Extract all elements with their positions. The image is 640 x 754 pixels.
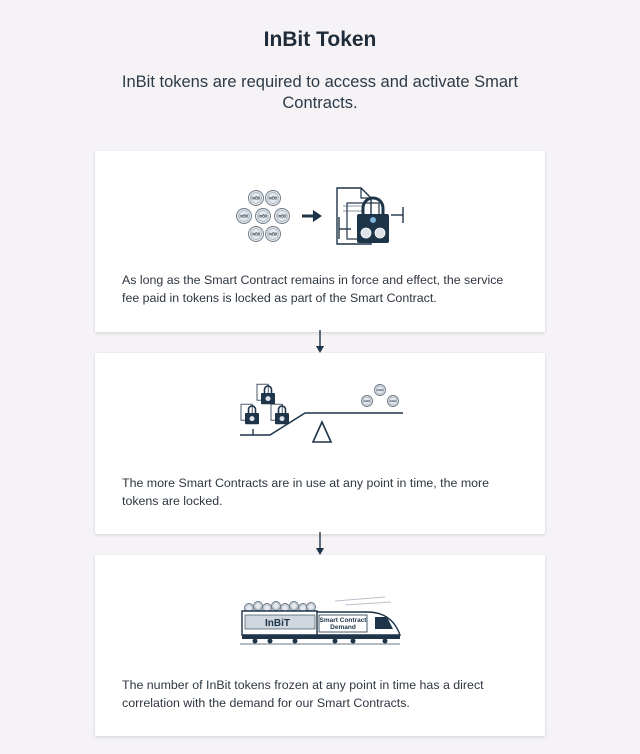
svg-text:InBit: InBit	[277, 213, 287, 219]
svg-text:InBit: InBit	[268, 195, 278, 201]
svg-text:InBit: InBit	[258, 213, 268, 219]
locked-contracts-stack-icon	[241, 384, 289, 424]
connector-arrow-icon	[312, 330, 328, 354]
info-card-locked-fee	[95, 151, 545, 332]
card-description: As long as the Smart Contract remains in force and effect, the service fee paid in tokens is locked as part of the Smart Contract.	[122, 273, 504, 305]
arrow-right-icon	[302, 210, 322, 222]
token-icon	[256, 209, 271, 224]
info-card-demand-correlation	[95, 555, 545, 736]
token-icon	[275, 209, 290, 224]
locked-contract-icon	[337, 188, 403, 244]
svg-text:InBit: InBit	[268, 231, 278, 237]
page-title: InBit Token	[263, 28, 377, 51]
train-label-line2: Demand	[330, 624, 356, 631]
seesaw-balance-icon	[240, 413, 403, 442]
svg-text:InBit: InBit	[251, 231, 261, 237]
token-cluster-icon	[237, 191, 290, 242]
token-icon	[254, 602, 263, 611]
train-icon	[240, 597, 400, 644]
page-subtitle: InBit tokens are required to access and activate Smart Contracts.	[121, 73, 519, 112]
token-icon	[362, 396, 373, 407]
token-icon	[290, 602, 299, 611]
train-label-line1: Smart Contract	[319, 617, 367, 624]
svg-text:InBit: InBit	[389, 399, 397, 404]
token-icon	[237, 209, 252, 224]
card-description: The more Smart Contracts are in use at any point in time, the more tokens are locked.	[122, 476, 490, 508]
token-icon	[266, 227, 281, 242]
token-icon	[375, 385, 386, 396]
mini-lock-icon	[271, 404, 289, 424]
connector-arrow-icon	[312, 532, 328, 556]
token-icon	[272, 602, 281, 611]
svg-text:InBit: InBit	[363, 399, 371, 404]
token-cluster-icon	[362, 385, 399, 407]
mini-lock-icon	[241, 404, 259, 424]
info-card-more-contracts	[95, 353, 545, 534]
token-icon	[307, 603, 316, 612]
svg-text:InBit: InBit	[239, 213, 249, 219]
token-icon	[249, 227, 264, 242]
train-brand: InBiT	[265, 618, 290, 629]
card-description: The number of InBit tokens frozen at any point in time has a direct correlation with the demand for our Smart Contracts.	[122, 678, 484, 710]
token-icon	[249, 191, 264, 206]
svg-text:InBit: InBit	[251, 195, 261, 201]
token-icon	[266, 191, 281, 206]
mini-lock-icon	[257, 384, 275, 404]
svg-text:InBit: InBit	[376, 388, 384, 393]
token-icon	[388, 396, 399, 407]
